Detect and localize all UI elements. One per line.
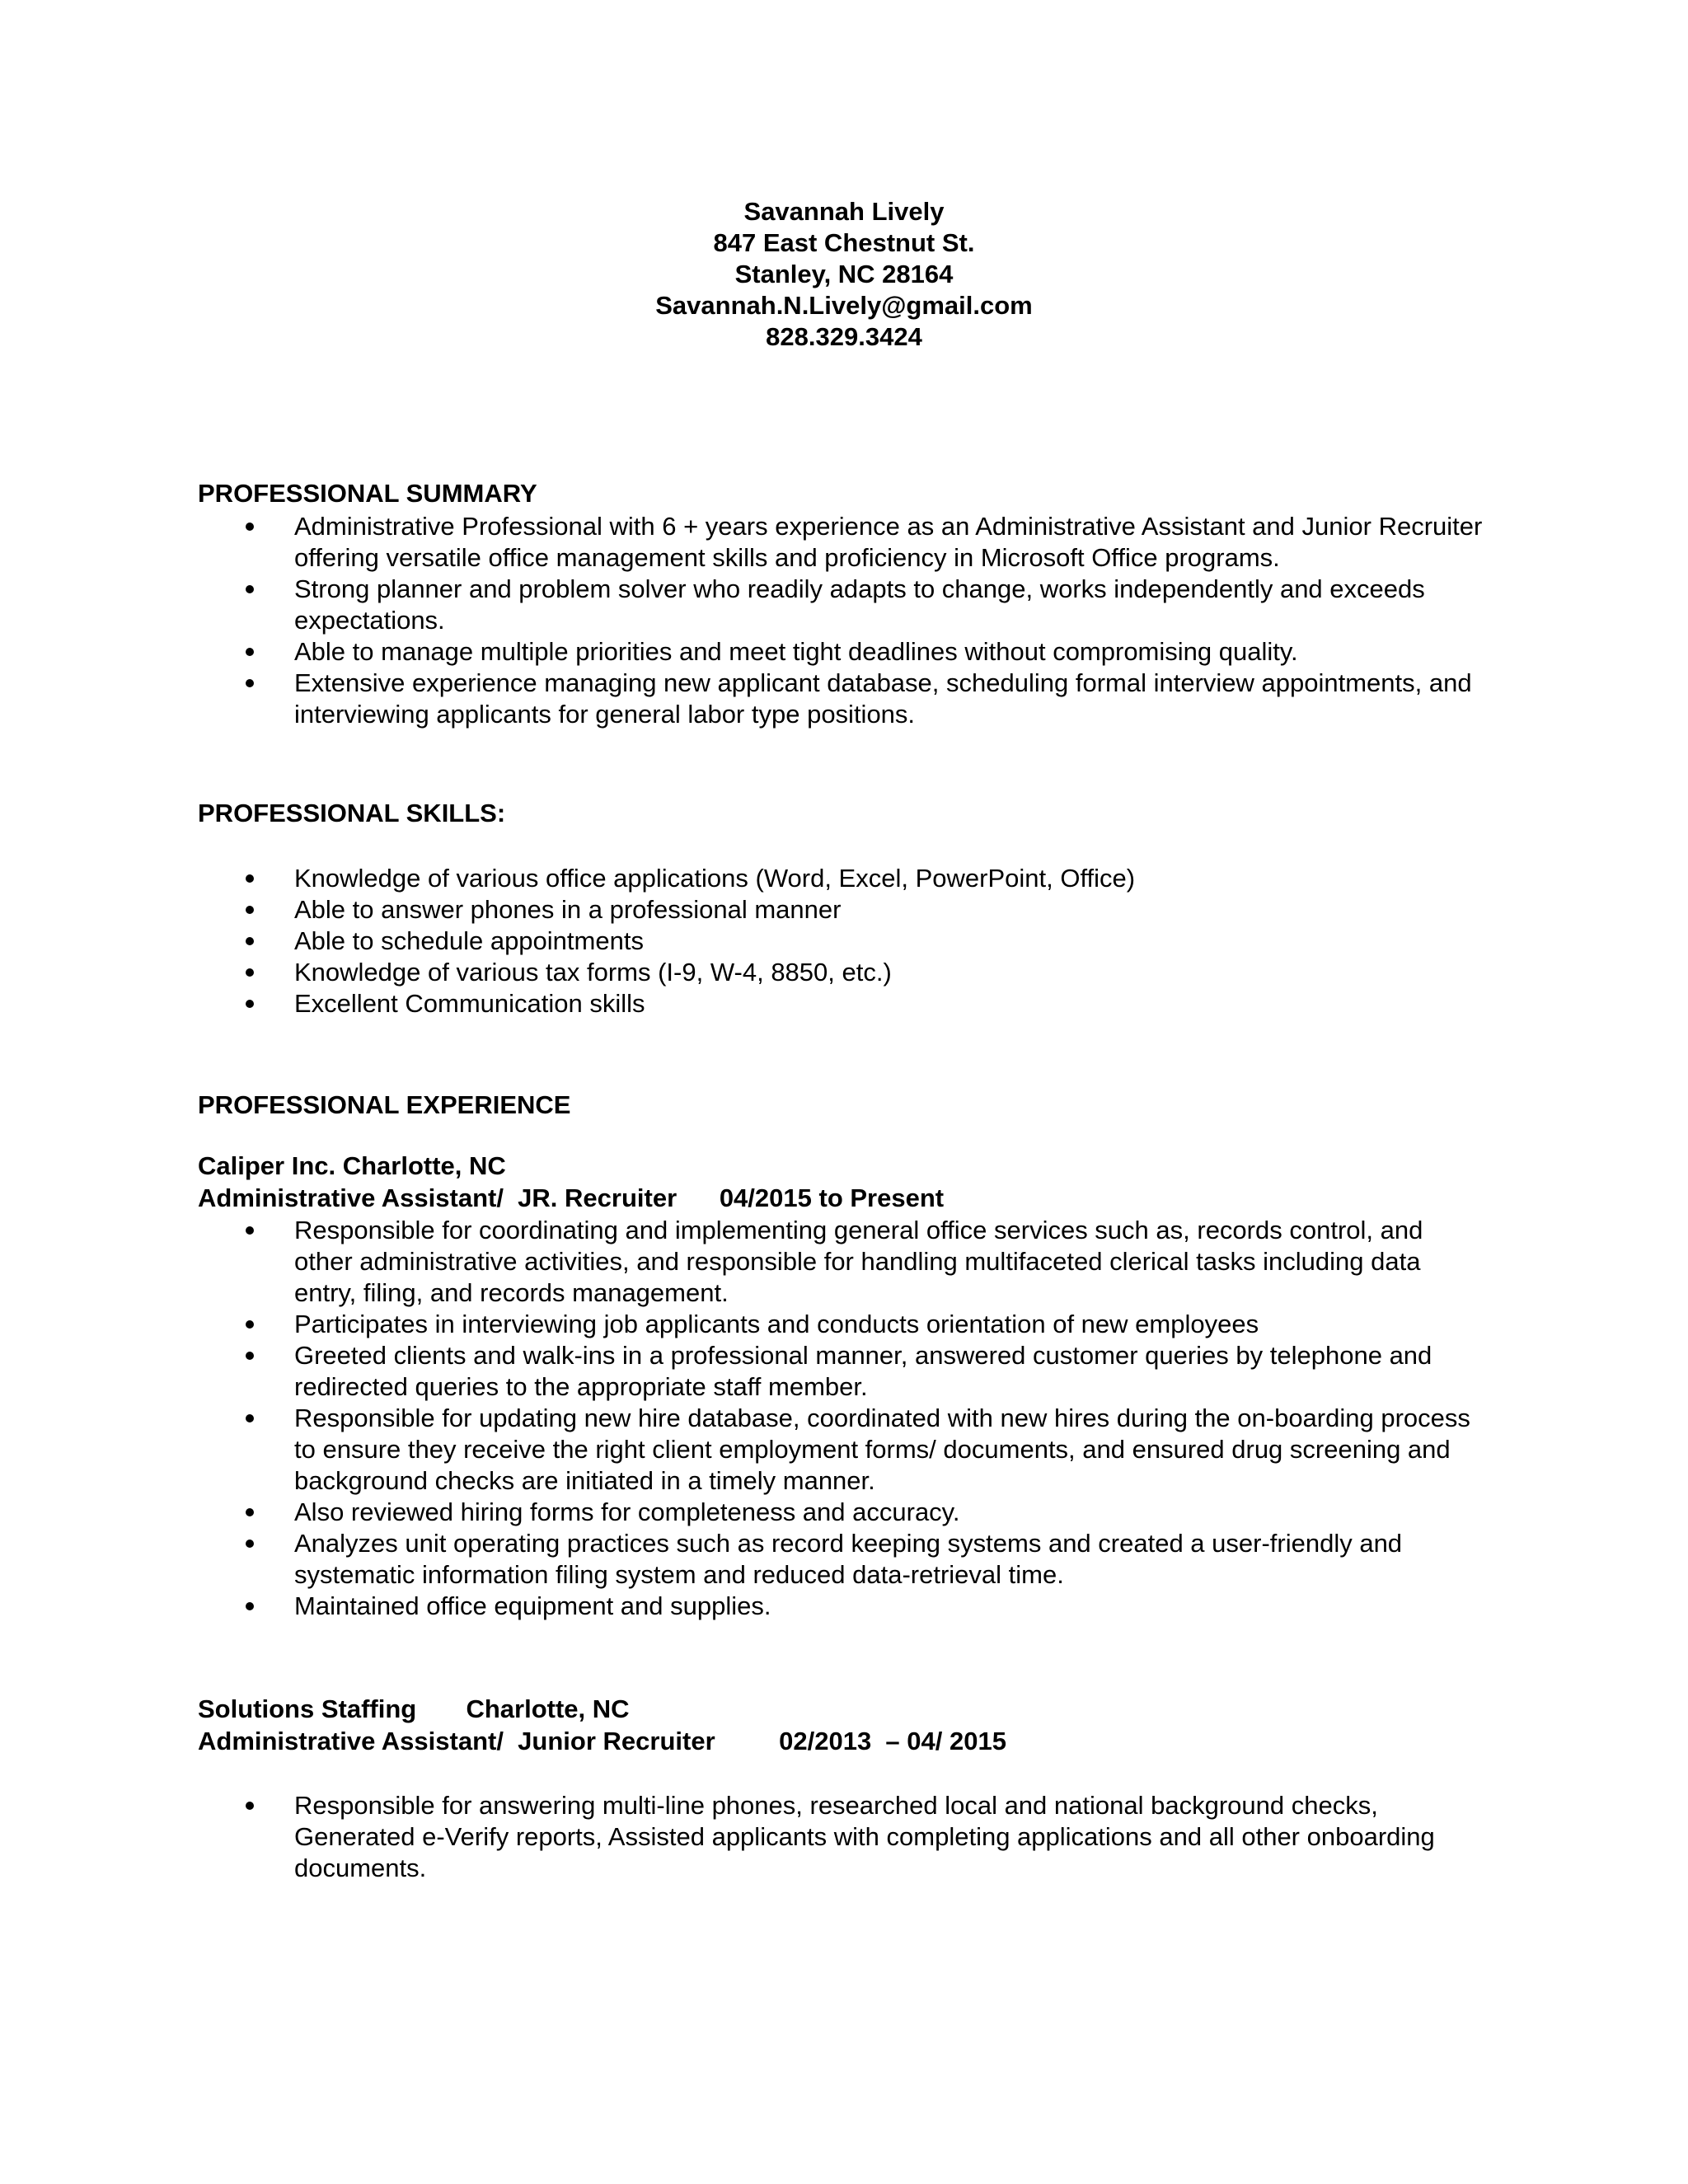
bullet-icon: [246, 1000, 254, 1008]
bullet-icon: [246, 648, 254, 656]
bullet-icon: [246, 1320, 254, 1329]
street-address: 847 East Chestnut St.: [713, 228, 975, 257]
summary-list: [198, 511, 1484, 730]
list-item: Analyzes unit operating practices such as record keeping systems and created a user-friendly and systematic information filing system and reduced data-retrieval time.: [198, 1528, 1484, 1591]
email-address: Savannah.N.Lively@gmail.com: [655, 291, 1033, 320]
bullet-icon: [246, 1414, 254, 1422]
job-title: Administrative Assistant/ JR. Recruiter 04/2015 to Present: [198, 1183, 945, 1212]
bullet-icon: [246, 679, 254, 687]
job-duties-list: [198, 1215, 1484, 1622]
list-item: Able to manage multiple priorities and meet tight deadlines without compromising quality.: [198, 636, 1484, 668]
summary-heading: PROFESSIONAL SUMMARY: [198, 479, 537, 508]
list-item: Excellent Communication skills: [198, 988, 1484, 1019]
bullet-icon: [246, 906, 254, 914]
skills-list: [198, 863, 1484, 1019]
job-company: Solutions Staffing Charlotte, NC: [198, 1694, 630, 1723]
bullet-icon: [246, 874, 254, 883]
list-item: Knowledge of various office applications (Word, Excel, PowerPoint, Office): [198, 863, 1484, 894]
list-item: Strong planner and problem solver who readily adapts to change, works independently and exceeds expectations.: [198, 574, 1484, 636]
contact-header: [0, 196, 1688, 353]
bullet-icon: [246, 585, 254, 593]
list-item: Participates in interviewing job applicants and conducts orientation of new employees: [198, 1309, 1484, 1340]
job-company: Caliper Inc. Charlotte, NC: [198, 1151, 506, 1180]
bullet-icon: [246, 1802, 254, 1810]
phone-number: 828.329.3424: [766, 322, 922, 351]
city-state-zip: Stanley, NC 28164: [734, 260, 954, 288]
list-item: Able to answer phones in a professional manner: [198, 894, 1484, 926]
list-item: Able to schedule appointments: [198, 926, 1484, 957]
list-item: Also reviewed hiring forms for completeness and accuracy.: [198, 1497, 1484, 1528]
candidate-name: Savannah Lively: [743, 197, 945, 226]
list-item: Responsible for coordinating and implementing general office services such as, records control, and other administrative activities, and responsible for handling multifaceted clerical tasks including data entry, filing, and records management.: [198, 1215, 1484, 1309]
job-title: Administrative Assistant/ Junior Recruiter 02/2013 – 04/ 2015: [198, 1727, 1006, 1755]
skills-heading: PROFESSIONAL SKILLS:: [198, 799, 506, 827]
bullet-icon: [246, 937, 254, 945]
list-item: Administrative Professional with 6 + years experience as an Administrative Assistant and Junior Recruiter offering versatile office management skills and proficiency in Microsoft Office programs.: [198, 511, 1484, 574]
bullet-icon: [246, 523, 254, 531]
bullet-icon: [246, 1540, 254, 1548]
bullet-icon: [246, 1226, 254, 1235]
bullet-icon: [246, 1602, 254, 1610]
bullet-icon: [246, 1352, 254, 1360]
list-item: Responsible for answering multi-line phones, researched local and national background checks, Generated e-Verify reports, Assisted applicants with completing applications and all other onboarding documents.: [198, 1790, 1484, 1884]
bullet-icon: [246, 968, 254, 977]
list-item: Extensive experience managing new applicant database, scheduling formal interview appointments, and interviewing applicants for general labor type positions.: [198, 668, 1484, 730]
experience-heading: PROFESSIONAL EXPERIENCE: [198, 1090, 571, 1119]
bullet-icon: [246, 1508, 254, 1516]
list-item: Greeted clients and walk-ins in a professional manner, answered customer queries by telephone and redirected queries to the appropriate staff member.: [198, 1340, 1484, 1403]
job-duties-list: [198, 1790, 1484, 1884]
list-item: Maintained office equipment and supplies.: [198, 1591, 1484, 1622]
list-item: Responsible for updating new hire database, coordinated with new hires during the on-boarding process to ensure they receive the right client employment forms/ documents, and ensured drug screening and background checks are initiated in a timely manner.: [198, 1403, 1484, 1497]
list-item: Knowledge of various tax forms (I-9, W-4, 8850, etc.): [198, 957, 1484, 988]
